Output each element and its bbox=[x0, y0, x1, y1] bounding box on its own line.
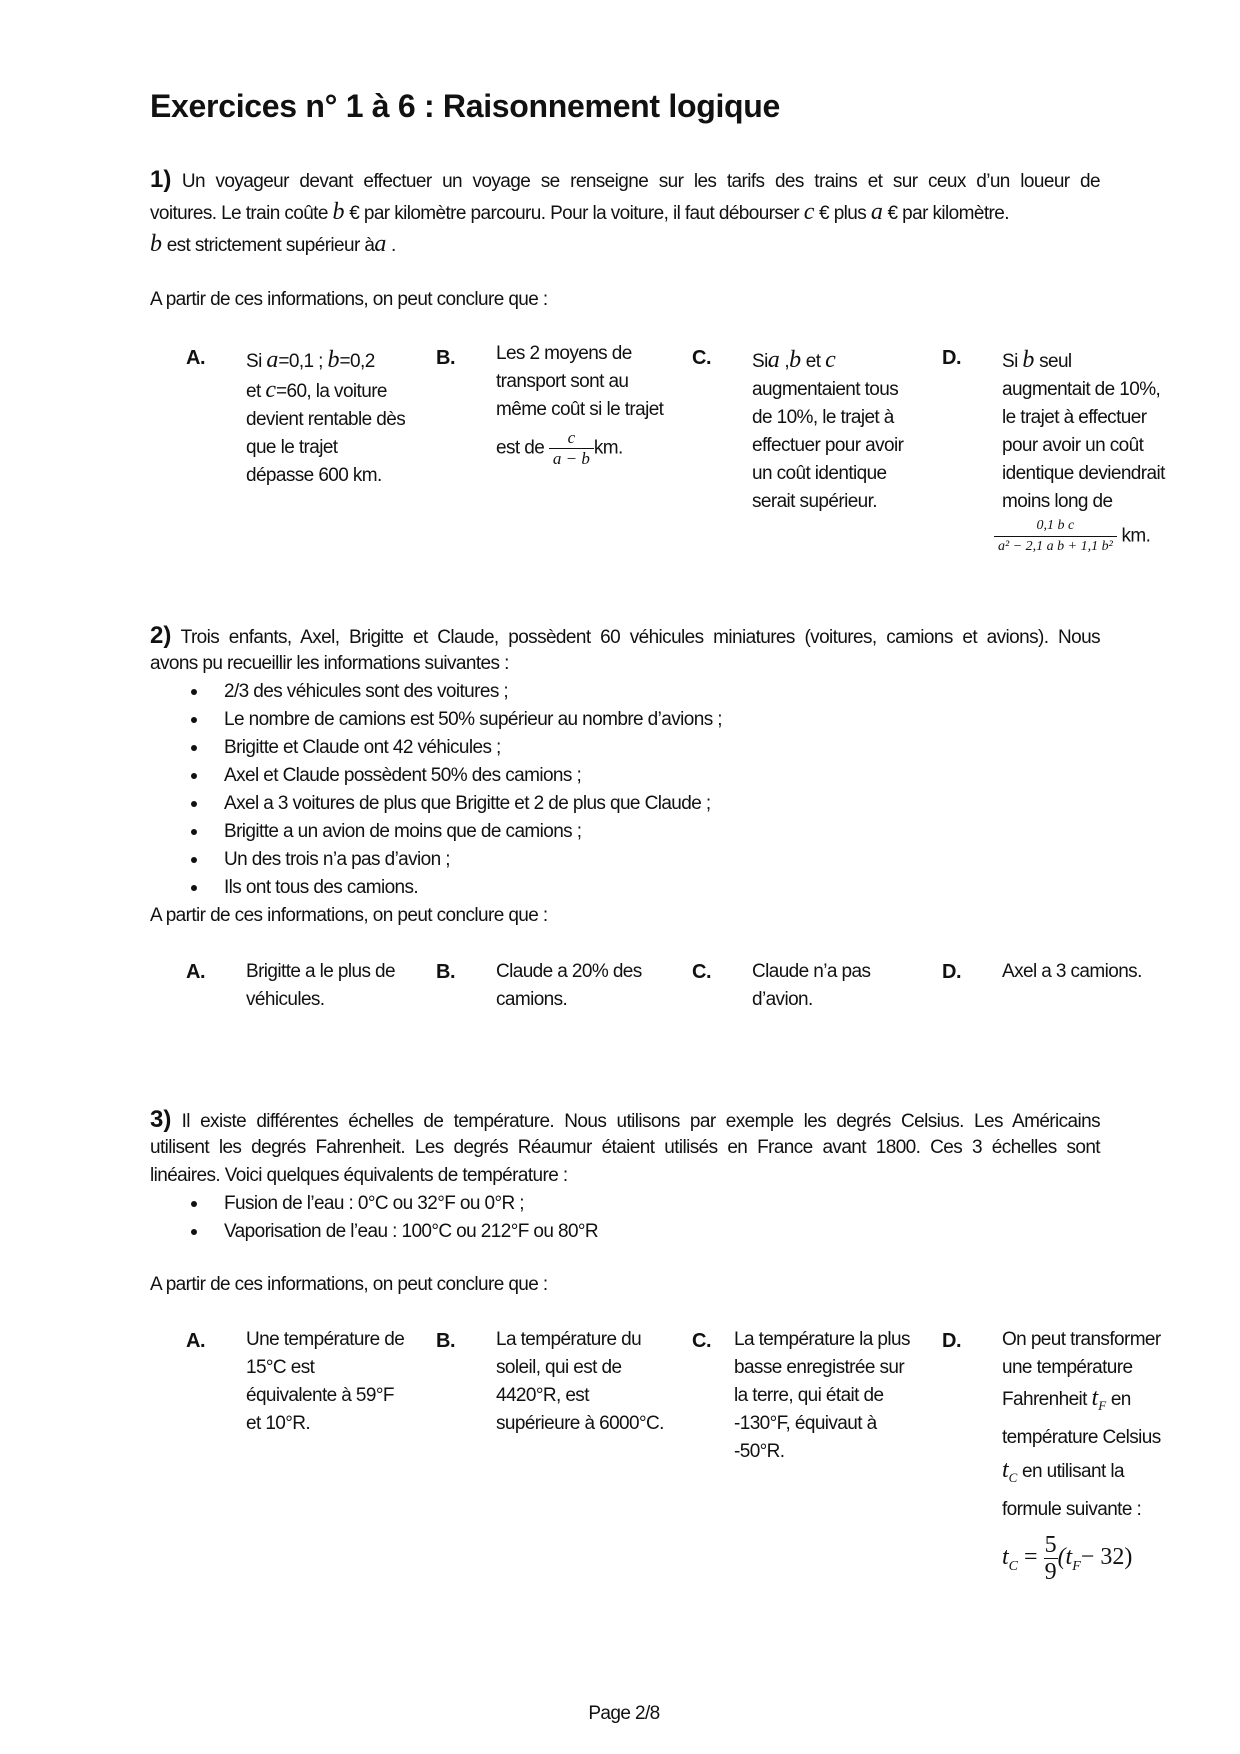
text: Claude a 20% des bbox=[496, 961, 642, 982]
bullet-text: Brigitte et Claude ont 42 véhicules ; bbox=[224, 737, 501, 758]
denominator: 9 bbox=[1044, 1558, 1057, 1585]
var-a: a bbox=[767, 347, 780, 373]
text: =0,2 bbox=[339, 351, 375, 372]
text: -50°R. bbox=[734, 1441, 785, 1462]
formula-part: = bbox=[1024, 1543, 1038, 1570]
text: devient rentable dès bbox=[246, 409, 406, 430]
option-label[interactable]: D. bbox=[942, 1330, 961, 1352]
text: 4420°R, est bbox=[496, 1385, 589, 1406]
subscript: C bbox=[1008, 1558, 1019, 1574]
text: voitures. Le train coûte bbox=[150, 203, 328, 224]
text: seul bbox=[1039, 351, 1072, 372]
text: La température du bbox=[496, 1329, 642, 1350]
numerator: 0,1 b c bbox=[994, 516, 1117, 537]
text: camions. bbox=[496, 989, 568, 1010]
bullet-text: Le nombre de camions est 50% supérieur au nombre d’avions ; bbox=[224, 709, 722, 730]
formula-part: − 32) bbox=[1080, 1543, 1133, 1570]
text: Si bbox=[246, 351, 262, 372]
text: moins long de bbox=[1002, 491, 1113, 512]
option-b[interactable] bbox=[496, 340, 671, 469]
bullet-text: Fusion de l’eau : 0°C ou 32°F ou 0°R ; bbox=[224, 1193, 524, 1214]
fraction bbox=[994, 516, 1117, 557]
text: -130°F, équivaut à bbox=[734, 1413, 877, 1434]
var-b: b bbox=[332, 199, 345, 225]
option-label[interactable]: D. bbox=[942, 961, 961, 983]
text: =0,1 ; bbox=[278, 351, 323, 372]
fraction bbox=[1044, 1532, 1058, 1585]
option-label[interactable]: B. bbox=[436, 347, 455, 369]
option-a[interactable] bbox=[246, 1326, 421, 1438]
question-text: Il existe différentes échelles de température. Nous utilisons par exemple les degrés Celsius. Les Américains bbox=[181, 1111, 1100, 1132]
text: On peut transformer bbox=[1002, 1329, 1161, 1350]
var-b: b bbox=[327, 347, 340, 373]
text: pour avoir un coût bbox=[1002, 435, 1144, 456]
page-number: Page 2/8 bbox=[588, 1703, 660, 1724]
question-text: Trois enfants, Axel, Brigitte et Claude, possèdent 60 véhicules miniatures (voitures, camions et avions). Nous bbox=[180, 627, 1100, 648]
text: supérieure à 6000°C. bbox=[496, 1413, 664, 1434]
text: serait supérieur. bbox=[752, 491, 877, 512]
text: transport sont au bbox=[496, 371, 629, 392]
text: Axel a 3 camions. bbox=[1002, 961, 1142, 982]
option-c[interactable] bbox=[752, 958, 927, 1014]
option-a[interactable] bbox=[246, 346, 421, 490]
option-b[interactable] bbox=[496, 1326, 671, 1438]
text: =60, la voiture bbox=[276, 381, 387, 402]
var-b: b bbox=[789, 347, 802, 373]
question-text: Un voyageur devant effectuer un voyage se renseigne sur les tarifs des trains et sur ceux d’un loueur de bbox=[181, 171, 1100, 192]
text: basse enregistrée sur bbox=[734, 1357, 905, 1378]
text: augmentait de 10%, bbox=[1002, 379, 1161, 400]
text: et bbox=[246, 381, 261, 402]
formula-part: t bbox=[1002, 1543, 1009, 1570]
conclude-text: A partir de ces informations, on peut conclure que : bbox=[150, 289, 548, 310]
text: est de bbox=[496, 437, 545, 459]
text: Si bbox=[752, 351, 768, 372]
text: et bbox=[805, 351, 821, 372]
text: Fahrenheit bbox=[1002, 1389, 1087, 1410]
var-c: c bbox=[265, 377, 276, 403]
bullet-text: Brigitte a un avion de moins que de camions ; bbox=[224, 821, 582, 842]
text: , bbox=[784, 351, 790, 372]
option-d[interactable] bbox=[998, 346, 1202, 557]
option-c[interactable] bbox=[734, 1326, 929, 1466]
text: effectuer pour avoir bbox=[752, 435, 904, 456]
option-d[interactable] bbox=[1002, 958, 1202, 986]
conclude-text: A partir de ces informations, on peut conclure que : bbox=[150, 1274, 548, 1295]
text: d’avion. bbox=[752, 989, 813, 1010]
option-label[interactable]: C. bbox=[692, 1330, 711, 1352]
text: équivalente à 59°F bbox=[246, 1385, 394, 1406]
text: que le trajet bbox=[246, 437, 338, 458]
text: véhicules. bbox=[246, 989, 325, 1010]
text: km. bbox=[1121, 525, 1151, 547]
var-a: a bbox=[374, 231, 387, 257]
text: € plus bbox=[819, 203, 867, 224]
text: dépasse 600 km. bbox=[246, 465, 382, 486]
question-number: 2) bbox=[150, 622, 172, 649]
var-a: a bbox=[266, 347, 279, 373]
page-title: Exercices n° 1 à 6 : Raisonnement logique bbox=[150, 88, 781, 124]
text: en utilisant la bbox=[1022, 1460, 1124, 1482]
text: de 10%, le trajet à bbox=[752, 407, 894, 428]
subscript: F bbox=[1072, 1558, 1081, 1574]
option-b[interactable] bbox=[496, 958, 671, 1014]
text: La température la plus bbox=[734, 1329, 910, 1350]
text: augmentaient tous bbox=[752, 379, 899, 400]
var-b: b bbox=[1022, 347, 1035, 373]
conclude-text: A partir de ces informations, on peut conclure que : bbox=[150, 905, 548, 926]
numerator: c bbox=[549, 428, 594, 449]
text: . bbox=[391, 235, 396, 256]
text: le trajet à effectuer bbox=[1002, 407, 1147, 428]
denominator: a − b bbox=[552, 449, 590, 468]
text: est strictement supérieur à bbox=[166, 235, 375, 256]
text: € par kilomètre parcouru. Pour la voiture, il faut débourser bbox=[349, 203, 800, 224]
option-d[interactable] bbox=[1002, 1326, 1202, 1585]
fraction bbox=[549, 428, 594, 469]
text: identique deviendrait bbox=[1002, 463, 1165, 484]
option-label[interactable]: A. bbox=[186, 961, 205, 983]
text: soleil, qui est de bbox=[496, 1357, 622, 1378]
subscript: F bbox=[1098, 1397, 1107, 1413]
bullet-text: 2/3 des véhicules sont des voitures ; bbox=[224, 681, 509, 702]
option-label[interactable]: B. bbox=[436, 1330, 455, 1352]
bullet-text: Un des trois n’a pas d’avion ; bbox=[224, 849, 450, 870]
option-label[interactable]: C. bbox=[692, 961, 711, 983]
subscript: C bbox=[1008, 1469, 1018, 1485]
option-label[interactable]: A. bbox=[186, 347, 205, 369]
text: 15°C est bbox=[246, 1357, 315, 1378]
option-label[interactable]: B. bbox=[436, 961, 455, 983]
text: une température bbox=[1002, 1357, 1133, 1378]
var-c: c bbox=[803, 199, 815, 225]
text: Si bbox=[1002, 351, 1018, 372]
text: un coût identique bbox=[752, 463, 887, 484]
formula-part: (t bbox=[1057, 1543, 1073, 1570]
question-text: avons pu recueillir les informations suivantes : bbox=[150, 653, 509, 674]
var-b: b bbox=[150, 231, 162, 257]
text: en bbox=[1110, 1389, 1131, 1410]
option-label[interactable]: D. bbox=[942, 347, 961, 369]
var-c: c bbox=[825, 347, 836, 373]
bullet-text: Axel et Claude possèdent 50% des camions ; bbox=[224, 765, 582, 786]
text: Brigitte a le plus de bbox=[246, 961, 395, 982]
option-c[interactable] bbox=[752, 346, 927, 516]
question-number: 1) bbox=[150, 166, 172, 193]
formula bbox=[1002, 1532, 1202, 1585]
var-tc: t bbox=[1002, 1456, 1009, 1483]
text: même coût si le trajet bbox=[496, 399, 664, 420]
text: Claude n’a pas bbox=[752, 961, 871, 982]
denominator: a² − 2,1 a b + 1,1 b² bbox=[998, 539, 1113, 554]
option-label[interactable]: A. bbox=[186, 1330, 205, 1352]
text: Une température de bbox=[246, 1329, 405, 1350]
var-a: a bbox=[870, 199, 883, 225]
text: € par kilomètre. bbox=[887, 203, 1009, 224]
var-tf: t bbox=[1091, 1385, 1099, 1411]
question-text: linéaires. Voici quelques équivalents de température : bbox=[150, 1165, 568, 1186]
text: température Celsius bbox=[1002, 1426, 1161, 1448]
bullet-text: Ils ont tous des camions. bbox=[224, 877, 419, 898]
text: et 10°R. bbox=[246, 1413, 311, 1434]
question-text: utilisent les degrés Fahrenheit. Les degrés Réaumur étaient utilisés en France avant 1800. Ces 3 échelles sont bbox=[150, 1137, 1100, 1158]
text: la terre, qui était de bbox=[734, 1385, 884, 1406]
numerator: 5 bbox=[1044, 1531, 1057, 1558]
text: formule suivante : bbox=[1002, 1498, 1142, 1520]
option-label[interactable]: C. bbox=[692, 347, 711, 369]
bullet-text: Vaporisation de l’eau : 100°C ou 212°F ou 80°R bbox=[224, 1221, 599, 1242]
option-a[interactable] bbox=[246, 958, 421, 1014]
question-number: 3) bbox=[150, 1106, 172, 1133]
text: Les 2 moyens de bbox=[496, 343, 632, 364]
bullet-text: Axel a 3 voitures de plus que Brigitte et 2 de plus que Claude ; bbox=[224, 793, 711, 814]
text: km. bbox=[593, 437, 623, 459]
